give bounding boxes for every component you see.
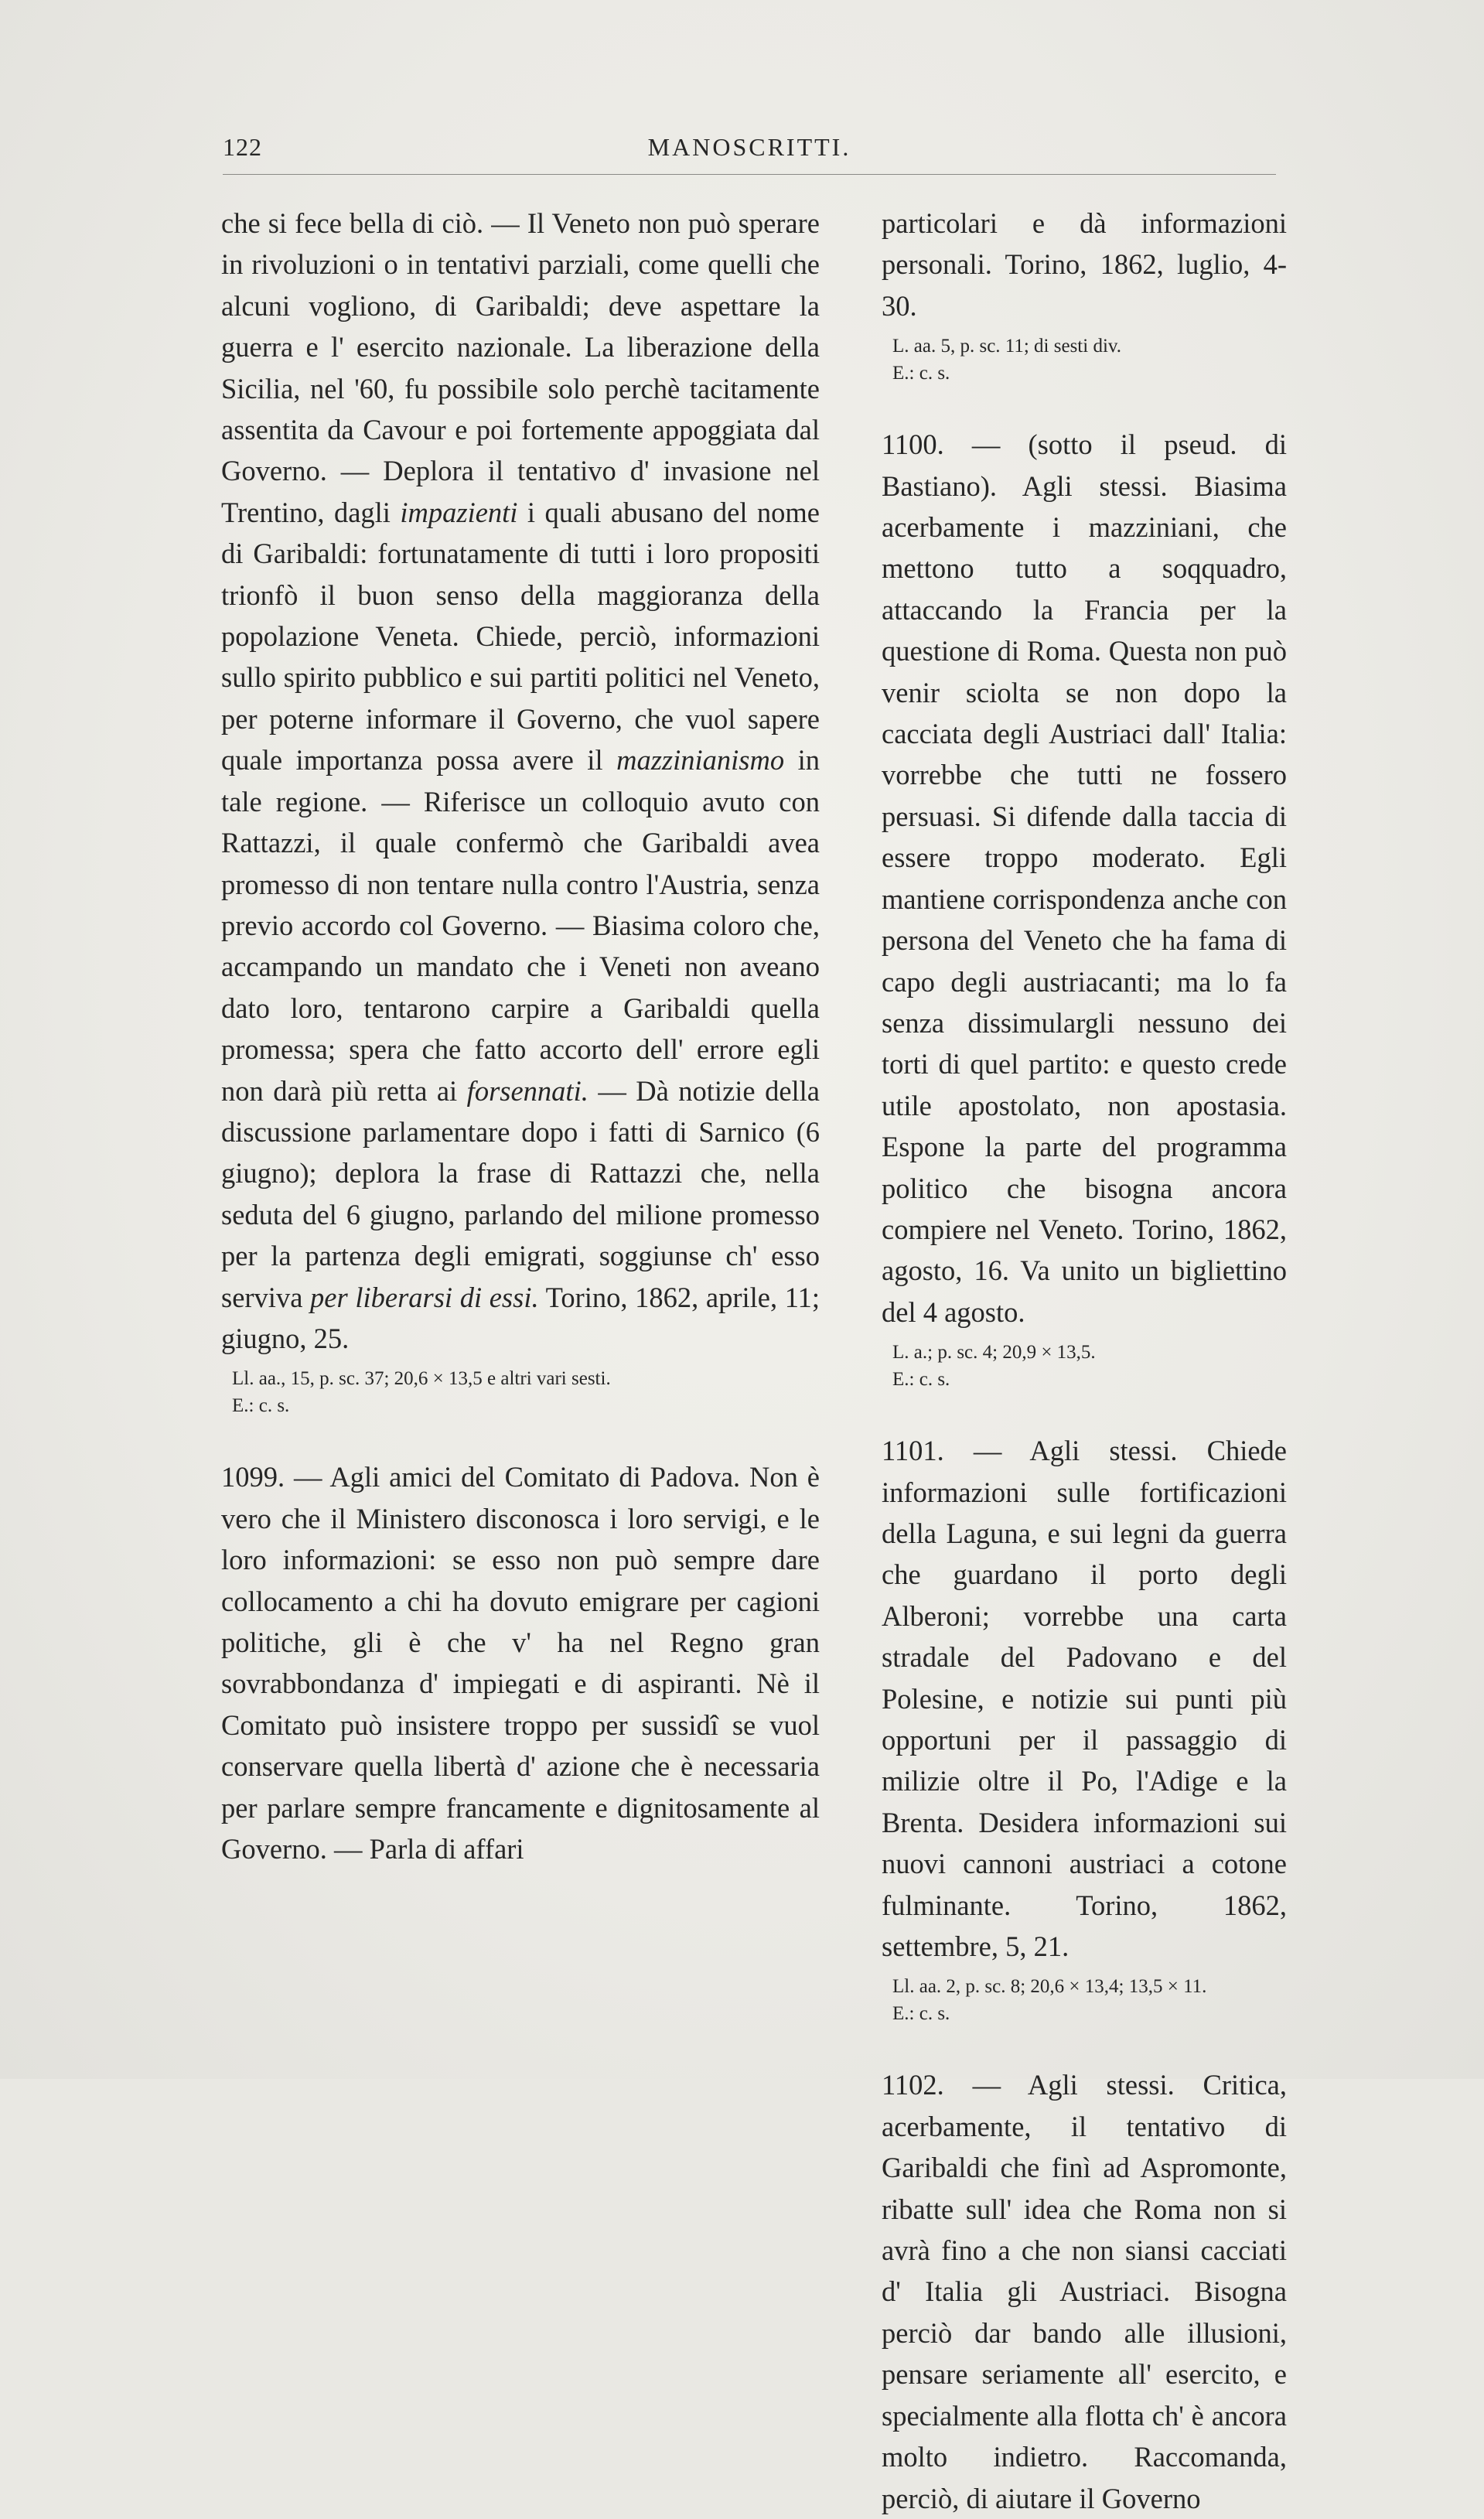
entry-1100: 1100. — (sotto il pseud. di Bastiano). Agli stessi. Biasima acerbamente i mazziniani, che mettono tutto a soqquadro, attaccando la Francia per la questione di Roma. Questa non può venir sciolta se non dopo la cacciata degli Austriaci dall' Italia: vorrebbe che tutti ne fossero persuasi. Si difende dalla taccia di essere troppo moderato. Egli mantiene corrispondenza anche con persona del Veneto che ha fama di capo degli austriacanti; ma lo fa senza dissimulargli nessuno dei torti di quel partito: e questo crede utile apostolato, non apostasia. Espone la parte del programma politico che bisogna ancora compiere nel Veneto. Torino, 1862, agosto, 16. Va unito un bigliettino del 4 agosto. bbox=[882, 428, 1287, 1328]
entry-metadata: Ll. aa. 2, p. sc. 8; 20,6 × 13,4; 13,5 × 11. E.: c. s. bbox=[892, 1976, 1207, 2025]
left-column bbox=[221, 203, 820, 1869]
entry-1099: 1099. — Agli amici del Comitato di Padova. Non è vero che il Ministero disconosca i loro servigi, e le loro informazioni: se esso non può sempre dare collocamento a chi ha dovuto emigrare per cagioni politiche, gli è che v' ha nel Regno gran sovrabbondanza d' impiegati e di aspiranti. Nè il Comitato può insistere troppo per sussidî se vuol conservare quella libertà d' azione che è necessaria per parlare sempre francamente e dignitosamente al Governo. — Parla di affari bbox=[221, 1461, 820, 1865]
running-title: MANOSCRITTI. bbox=[647, 133, 851, 161]
page-header bbox=[223, 133, 1276, 170]
entry-metadata: Ll. aa., 15, p. sc. 37; 20,6 × 13,5 e altri vari sesti. E.: c. s. bbox=[232, 1368, 611, 1417]
entry-continuation: che si fece bella di ciò. — Il Veneto non può sperare in rivoluzioni o in tentativi parziali, come quelli che alcuni vogliono, di Garibaldi; deve aspettare la guerra e l' esercito nazionale. La liberazione della Sicilia, nel '60, fu possibile solo perchè tacitamente assentita da Cavour e poi fortemente appoggiata dal Governo. — Deplora il tentativo d' invasione nel Trentino, dagli impazienti i quali abusano del nome di Garibaldi: fortunatamente di tutti i loro propositi trionfò il buon senso della maggioranza della popolazione Veneta. Chiede, perciò, informazioni sullo spirito pubblico e sui partiti politici nel Veneto, per poterne informare il Governo, che vuol sapere quale importanza possa avere il mazzinianismo in tale regione. — Riferisce un colloquio avuto con Rattazzi, il quale confermò che Garibaldi avea promesso di non tentare nulla contro l'Austria, senza previo accordo col Governo. — Biasima coloro che, accampando un mandato che i Veneti non aveano dato loro, tentarono carpire a Garibaldi quella promessa; spera che fatto accorto dell' errore egli non darà più retta ai forsennati. — Dà notizie della discussione parlamentare dopo i fatti di Sarnico (6 giugno); deplora la frase di Rattazzi che, nella seduta del 6 giugno, parlando del milione promesso per la partenza degli emigrati, soggiunse ch' esso serviva per liberarsi di essi. Torino, 1862, aprile, 11; giugno, 25. bbox=[221, 207, 820, 1354]
page-number: 122 bbox=[223, 133, 262, 161]
header-rule bbox=[223, 174, 1276, 175]
right-column bbox=[882, 203, 1287, 2519]
entry-metadata: L. aa. 5, p. sc. 11; di sesti div. E.: c. s. bbox=[892, 336, 1122, 384]
entry-1102: 1102. — Agli stessi. Critica, acerbamente, il tentativo di Garibaldi che finì ad Aspromonte, ribatte sull' idea che Roma non si avrà fino a che non siansi cacciati d' Italia gli Austriaci. Bisogna perciò dar bando alle illusioni, pensare seriamente all' esercito, e specialmente alla flotta ch' è ancora molto indietro. Raccomanda, perciò, di aiutare il Governo bbox=[882, 2069, 1287, 2514]
entry-continuation-right: particolari e dà informazioni personali. Torino, 1862, luglio, 4-30. bbox=[882, 207, 1287, 322]
entry-1101: 1101. — Agli stessi. Chiede informazioni sulle fortificazioni della Laguna, e sui legni da guerra che guardano il porto degli Alberoni; vorrebbe una carta stradale del Padovano e del Polesine, e notizie sui punti più opportuni per il passaggio di milizie oltre il Po, l'Adige e la Brenta. Desidera informazioni sui nuovi cannoni austriaci a cotone fulminante. Torino, 1862, settembre, 5, 21. bbox=[882, 1435, 1287, 1963]
entry-metadata: L. a.; p. sc. 4; 20,9 × 13,5. E.: c. s. bbox=[892, 1342, 1096, 1391]
